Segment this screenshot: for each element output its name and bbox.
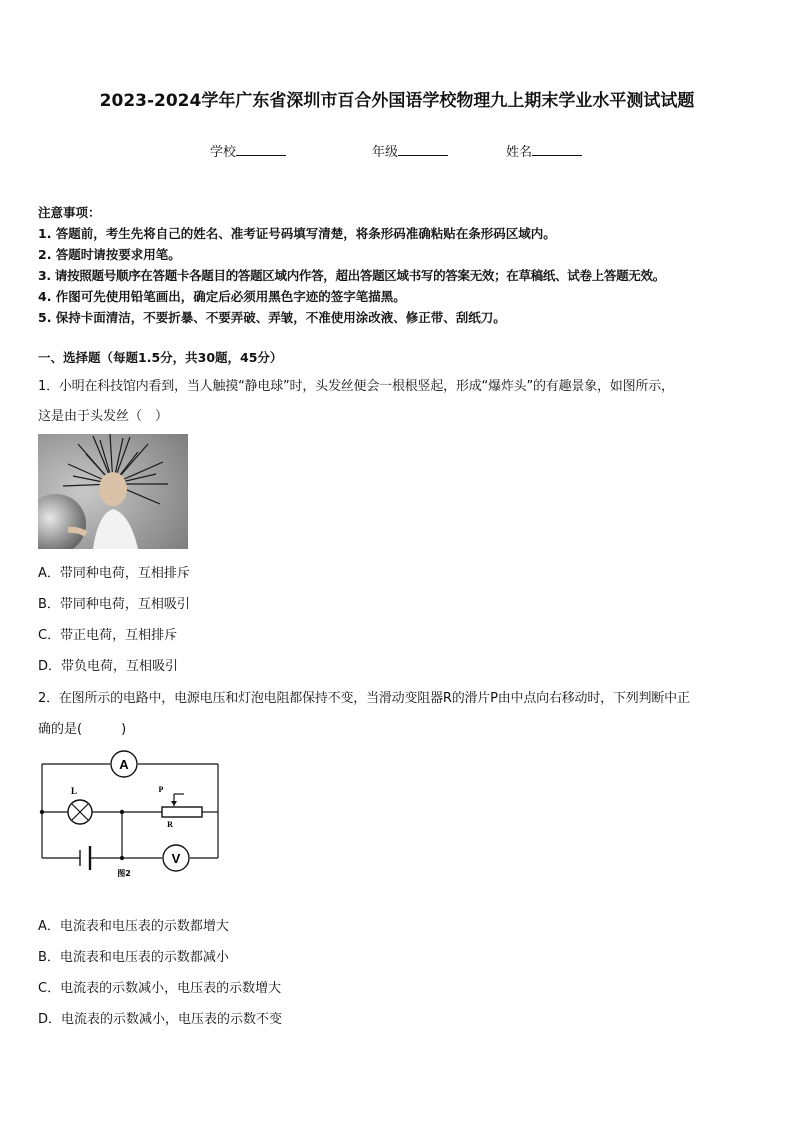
circuit-diagram bbox=[34, 750, 224, 880]
notice-item-4: 4. 作图可先使用铅笔画出，确定后必须用黑色字迹的签字笔描黑。 bbox=[38, 289, 406, 304]
section-heading: 一、选择题（每题1.5分，共30题，45分） bbox=[38, 350, 283, 365]
voltmeter-label: V bbox=[171, 851, 181, 866]
school-field bbox=[210, 141, 286, 160]
q1-option-b: B．带同种电荷，互相吸引 bbox=[38, 597, 190, 612]
figure-caption: 图2 bbox=[117, 869, 131, 878]
voltmeter-symbol bbox=[163, 845, 189, 871]
page-title: 2023-2024学年广东省深圳市百合外国语学校物理九上期末学业水平测试试题 bbox=[99, 91, 695, 111]
q1-option-d: D．带负电荷，互相吸引 bbox=[38, 659, 179, 674]
q2-option-b: B．电流表和电压表的示数都减小 bbox=[38, 950, 229, 965]
grade-label: 年级 bbox=[372, 145, 399, 160]
junction-dot-left bbox=[40, 810, 44, 814]
name-field bbox=[506, 141, 582, 160]
notice-item-3: 3. 请按照题号顺序在答题卡各题目的答题区域内作答，超出答题区域书写的答案无效；在草稿纸、试卷上答题无效。 bbox=[38, 268, 665, 283]
rheostat-label: R bbox=[167, 820, 173, 829]
q2-option-d: D．电流表的示数减小，电压表的示数不变 bbox=[38, 1012, 283, 1027]
grade-blank bbox=[398, 143, 448, 156]
grade-field bbox=[372, 141, 448, 160]
q2-option-a: A．电流表和电压表的示数都增大 bbox=[38, 919, 229, 934]
school-blank bbox=[236, 143, 286, 156]
notice-item-1: 1. 答题前，考生先将自己的姓名、准考证号码填写清楚，将条形码准确粘贴在条形码区域内。 bbox=[38, 226, 556, 241]
ammeter-symbol bbox=[111, 751, 137, 777]
battery-symbol bbox=[80, 846, 90, 870]
ammeter-label: A bbox=[119, 757, 129, 772]
school-label: 学校 bbox=[210, 145, 237, 160]
notice-item-5: 5. 保持卡面清洁，不要折暴、不要弄破、弄皱，不准使用涂改液、修正带、刮纸刀。 bbox=[38, 310, 506, 325]
q2-stem-line2: 确的是( ) bbox=[38, 722, 127, 737]
q2-option-c: C．电流表的示数减小，电压表的示数增大 bbox=[38, 981, 282, 996]
q1-option-a: A．带同种电荷，互相排斥 bbox=[38, 566, 190, 581]
rheostat-symbol bbox=[159, 785, 202, 829]
lamp-label: L bbox=[70, 786, 78, 796]
junction-dot-middle bbox=[120, 810, 124, 814]
lamp-symbol bbox=[68, 786, 92, 824]
notice-heading: 注意事项： bbox=[38, 205, 101, 220]
q1-option-c: C．带正电荷，互相排斥 bbox=[38, 628, 178, 643]
notice-item-2: 2. 答题时请按要求用笔。 bbox=[38, 247, 181, 262]
q1-stem-line1: 1．小明在科技馆内看到，当人触摸“静电球”时，头发丝便会一根根竖起，形成“爆炸头”的有趣景象，如图所示， bbox=[38, 379, 674, 394]
name-blank bbox=[532, 143, 582, 156]
junction-dot-bottom bbox=[120, 856, 124, 860]
name-label: 姓名 bbox=[506, 145, 533, 160]
q1-stem-line2: 这是由于头发丝（ ） bbox=[38, 409, 169, 424]
static-ball-photo bbox=[38, 434, 188, 549]
slider-label: P bbox=[158, 785, 164, 794]
q2-stem-line1: 2．在图所示的电路中，电源电压和灯泡电阻都保持不变，当滑动变阻器R的滑片P由中点向右移动时，下列判断中正 bbox=[38, 691, 690, 706]
